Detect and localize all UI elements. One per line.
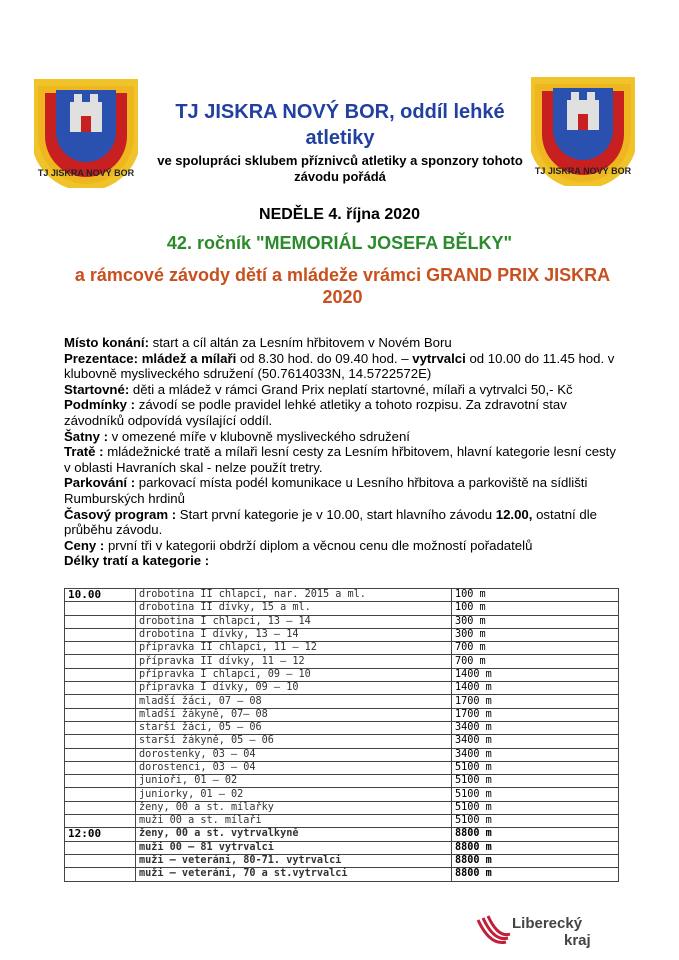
- table-row: [65, 642, 619, 655]
- category-distance: 3400 m: [452, 748, 619, 761]
- categories-table: [64, 588, 619, 882]
- category-name: muži 00 a st. mílaři: [136, 815, 452, 828]
- table-row: [65, 615, 619, 628]
- changing-line: Šatny : v omezené míře v klubovně mysliveckého sdružení: [64, 428, 410, 444]
- table-row: [65, 775, 619, 788]
- category-distance: 5100 m: [452, 815, 619, 828]
- category-name: starší žákyně, 05 – 06: [136, 735, 452, 748]
- category-distance: 8800 m: [452, 828, 619, 841]
- category-time: [65, 708, 136, 721]
- table-row: [65, 828, 619, 841]
- category-distance: 5100 m: [452, 801, 619, 814]
- fee-line: Startovné: děti a mládež v rámci Grand Prix neplatí startovné, mílaři a vytrvalci 50,- Kč: [64, 381, 573, 397]
- category-name: muži – veteráni, 80-71. vytrvalci: [136, 854, 452, 867]
- category-distance: 100 m: [452, 602, 619, 615]
- club-logo-right: [531, 74, 635, 186]
- category-distance: 5100 m: [452, 761, 619, 774]
- kraj-line2: kraj: [564, 932, 591, 949]
- table-row: [65, 628, 619, 641]
- category-time: [65, 642, 136, 655]
- category-distance: 300 m: [452, 628, 619, 641]
- table-row: [65, 668, 619, 681]
- table-row: [65, 589, 619, 602]
- organizer-block: [150, 99, 530, 185]
- category-time: [65, 735, 136, 748]
- category-distance: 5100 m: [452, 788, 619, 801]
- category-name: dorostenky, 03 – 04: [136, 748, 452, 761]
- category-name: drobotina I chlapci, 13 – 14: [136, 615, 452, 628]
- category-time: [65, 761, 136, 774]
- table-row: [65, 748, 619, 761]
- table-row: [65, 682, 619, 695]
- table-row: [65, 868, 619, 881]
- category-name: přípravka II dívky, 11 – 12: [136, 655, 452, 668]
- category-time: [65, 615, 136, 628]
- registration-line: Prezentace: mládež a mílaři od 8.30 hod. do 09.40 hod. – vytrvalci od 10.00 do 11.45 hod. v klubovně mysliveckého sdružení (50.7614033N, 14.5722572E): [64, 350, 615, 382]
- category-time: [65, 841, 136, 854]
- category-time: [65, 854, 136, 867]
- category-time: [65, 655, 136, 668]
- tracks-line: Tratě : mládežnické tratě a mílaři lesní cesty za Lesním hřbitovem, hlavní kategorie lesní cesty v oblasti Havraních skal - nelze použít tretry.: [64, 444, 616, 475]
- category-time: [65, 815, 136, 828]
- category-time: [65, 682, 136, 695]
- category-name: junioři, 01 – 02: [136, 775, 452, 788]
- table-row: [65, 655, 619, 668]
- organizer-title: TJ JISKRA NOVÝ BOR, oddíl lehké atletiky: [175, 101, 505, 149]
- category-name: juniorky, 01 – 02: [136, 788, 452, 801]
- category-distance: 8800 m: [452, 854, 619, 867]
- category-name: starší žáci, 05 – 06: [136, 721, 452, 734]
- category-distance: 3400 m: [452, 721, 619, 734]
- categories-heading: Délky tratí a kategorie :: [64, 553, 210, 569]
- category-time: [65, 801, 136, 814]
- category-name: mladší žákyně, 07– 08: [136, 708, 452, 721]
- event-date: NEDĚLE 4. října 2020: [259, 206, 420, 223]
- category-distance: 1700 m: [452, 708, 619, 721]
- category-distance: 8800 m: [452, 868, 619, 881]
- category-distance: 1700 m: [452, 695, 619, 708]
- category-distance: 5100 m: [452, 775, 619, 788]
- table-row: [65, 815, 619, 828]
- category-time: [65, 602, 136, 615]
- category-time: [65, 721, 136, 734]
- category-time: [65, 775, 136, 788]
- table-row: [65, 708, 619, 721]
- category-distance: 3400 m: [452, 735, 619, 748]
- grand-prix-title: a rámcové závody dětí a mládeže vrámci GRAND PRIX JISKRA 2020: [74, 265, 611, 307]
- category-distance: 1400 m: [452, 682, 619, 695]
- category-name: přípravka I dívky, 09 – 10: [136, 682, 452, 695]
- club-logo-left: [34, 76, 138, 188]
- category-name: přípravka I chlapci, 09 – 10: [136, 668, 452, 681]
- category-distance: 300 m: [452, 615, 619, 628]
- logo-text: TJ JISKRA NOVÝ BOR: [37, 168, 135, 178]
- category-name: muži – veteráni, 70 a st.vytrvalci: [136, 868, 452, 881]
- category-time: [65, 628, 136, 641]
- category-time: 10.00: [65, 589, 136, 602]
- organizer-subtitle: ve spolupráci sklubem příznivců atletiky a sponzory tohoto závodu pořádá: [157, 153, 523, 184]
- category-time: [65, 695, 136, 708]
- category-name: drobotina II chlapci, nar. 2015 a ml.: [136, 589, 452, 602]
- category-name: drobotina I dívky, 13 – 14: [136, 628, 452, 641]
- table-row: [65, 761, 619, 774]
- logo-text: TJ JISKRA NOVÝ BOR: [534, 166, 632, 176]
- category-distance: 700 m: [452, 655, 619, 668]
- event-edition: 42. ročník "MEMORIÁL JOSEFA BĚLKY": [166, 233, 513, 253]
- event-info: [64, 335, 624, 569]
- table-row: [65, 801, 619, 814]
- category-name: mladší žáci, 07 – 08: [136, 695, 452, 708]
- category-distance: 100 m: [452, 589, 619, 602]
- table-row: [65, 602, 619, 615]
- category-time: 12:00: [65, 828, 136, 841]
- category-time: [65, 748, 136, 761]
- table-row: [65, 735, 619, 748]
- category-time: [65, 868, 136, 881]
- liberecky-kraj-logo: [476, 912, 626, 952]
- category-name: drobotina II dívky, 15 a ml.: [136, 602, 452, 615]
- table-row: [65, 788, 619, 801]
- category-name: ženy, 00 a st. mílařky: [136, 801, 452, 814]
- conditions-line: Podmínky : závodí se podle pravidel lehké atletiky a tohoto rozpisu. Za zdravotní stav závodníků odpovídá vysílající oddíl.: [64, 397, 567, 428]
- category-name: muži 00 – 81 vytrvalci: [136, 841, 452, 854]
- category-name: dorostenci, 03 – 04: [136, 761, 452, 774]
- table-row: [65, 721, 619, 734]
- category-name: ženy, 00 a st. vytrvalkyně: [136, 828, 452, 841]
- table-row: [65, 854, 619, 867]
- category-distance: 8800 m: [452, 841, 619, 854]
- category-time: [65, 788, 136, 801]
- category-time: [65, 668, 136, 681]
- kraj-line1: Liberecký: [512, 915, 583, 932]
- table-row: [65, 695, 619, 708]
- venue-line: Místo konání: start a cíl altán za Lesním hřbitovem v Novém Boru: [64, 335, 452, 350]
- schedule-line: Časový program : Start první kategorie je v 10.00, start hlavního závodu 12.00, ostatní dle průběhu závodu.: [64, 506, 597, 538]
- category-name: přípravka II chlapci, 11 – 12: [136, 642, 452, 655]
- category-distance: 1400 m: [452, 668, 619, 681]
- parking-line: Parkování : parkovací místa podél komunikace u Lesního hřbitova a parkoviště na sídlišti Rumburských hrdinů: [64, 475, 588, 506]
- table-row: [65, 841, 619, 854]
- prizes-line: Ceny : první tři v kategorii obdrží diplom a věcnou cenu dle možností pořadatelů: [64, 537, 533, 553]
- category-distance: 700 m: [452, 642, 619, 655]
